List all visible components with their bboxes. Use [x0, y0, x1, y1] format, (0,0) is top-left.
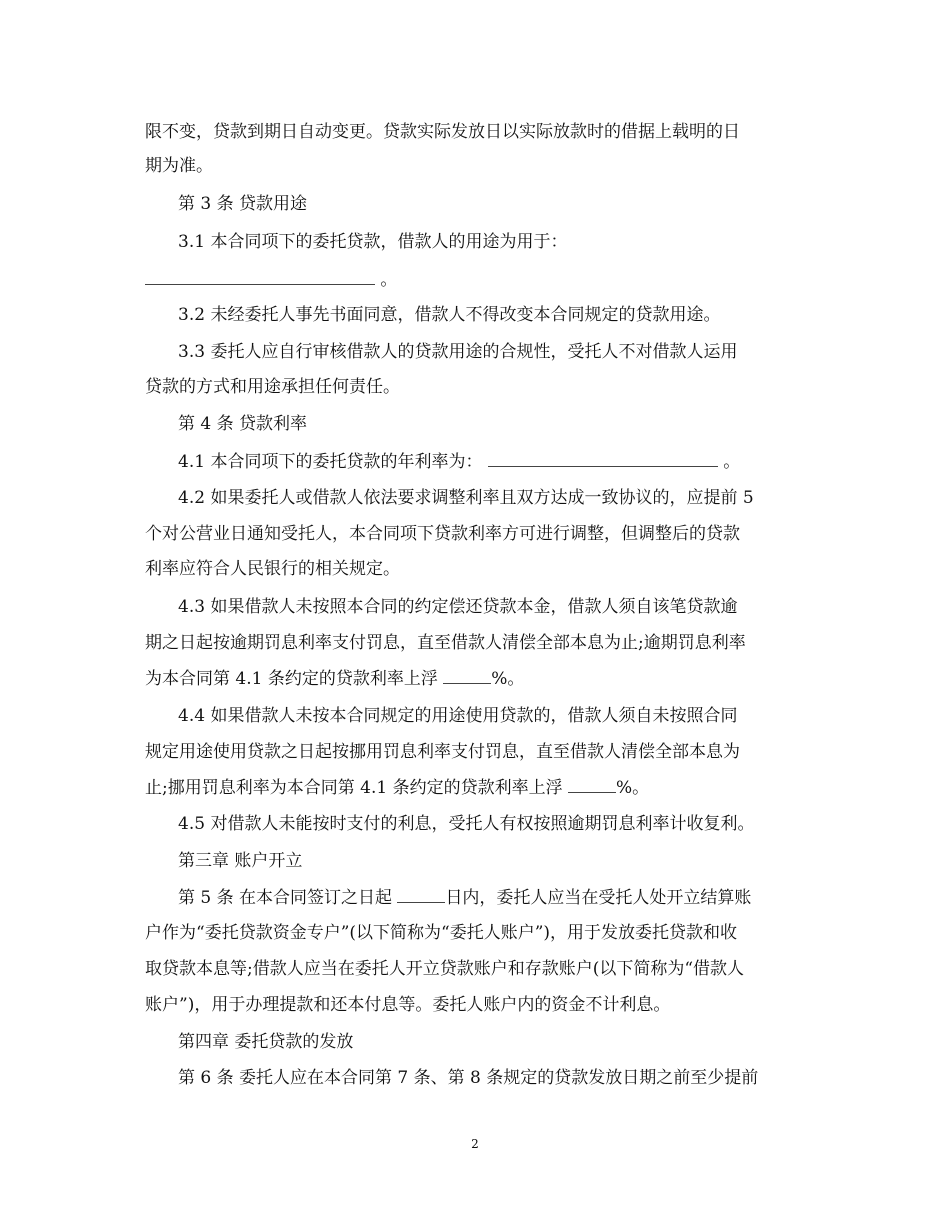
fill-in-blank	[568, 776, 616, 793]
line-end: 。	[380, 270, 398, 290]
text-line: 取贷款本息等;借款人应当在委托人开立贷款账户和存款账户(以下简称为“借款人	[145, 959, 745, 979]
text-segment: %。	[491, 669, 525, 689]
text-line: 4.3 如果借款人未按照本合同的约定偿还贷款本金，借款人须自该笔贷款逾	[178, 597, 738, 617]
text-line: 期之日起按逾期罚息利率支付罚息，直至借款人清偿全部本息为止;逾期罚息利率	[145, 633, 746, 653]
chapter-heading: 第四章 委托贷款的发放	[178, 1032, 354, 1052]
text-line: 限不变，贷款到期日自动变更。贷款实际发放日以实际放款时的借据上载明的日	[145, 122, 740, 142]
fill-in-blank	[397, 886, 445, 903]
text-line: 4.4 如果借款人未按本合同规定的用途使用贷款的，借款人须自未按照合同	[178, 706, 738, 726]
text-segment: 止;挪用罚息利率为本合同第 4.1 条约定的贷款利率上浮	[145, 778, 568, 798]
text-line: 规定用途使用贷款之日起按挪用罚息利率支付罚息，直至借款人清偿全部本息为	[145, 742, 740, 762]
fill-in-blank	[488, 450, 718, 467]
text-segment: 日内，委托人应当在受托人处开立结算账	[445, 888, 752, 908]
text-line: 3.3 委托人应自行审核借款人的贷款用途的合规性，受托人不对借款人运用	[178, 342, 738, 362]
fill-in-blank	[443, 667, 491, 684]
text-line: 3.1 本合同项下的委托贷款，借款人的用途为用于：	[178, 232, 568, 252]
text-line: 期为准。	[145, 156, 213, 176]
article-heading: 第 4 条 贷款利率	[178, 414, 308, 434]
text-line	[178, 450, 740, 473]
text-line	[178, 886, 751, 909]
text-line: 4.2 如果委托人或借款人依法要求调整利率且双方达成一致协议的，应提前 5	[178, 488, 754, 508]
text-line: 个对公营业日通知受托人，本合同项下贷款利率方可进行调整，但调整后的贷款	[145, 524, 740, 544]
chapter-heading: 第三章 账户开立	[178, 851, 303, 871]
text-line: 户作为“委托贷款资金专户”(以下简称为“委托人账户”)，用于发放委托贷款和收	[145, 923, 738, 943]
article-heading: 第 3 条 贷款用途	[178, 194, 308, 214]
text-line	[145, 776, 649, 799]
text-line	[145, 667, 524, 690]
text-segment: %。	[615, 778, 650, 798]
text-segment: 4.1 本合同项下的委托贷款的年利率为：	[178, 452, 483, 472]
text-line: 贷款的方式和用途承担任何责任。	[145, 377, 400, 397]
text-line: 第 6 条 委托人应在本合同第 7 条、第 8 条规定的贷款发放日期之前至少提前	[178, 1068, 759, 1088]
text-line: 利率应符合人民银行的相关规定。	[145, 559, 400, 579]
page-number: 2	[471, 1137, 479, 1151]
fill-in-blank	[145, 268, 375, 285]
text-line	[145, 268, 397, 291]
line-end: 。	[723, 452, 741, 472]
text-segment: 为本合同第 4.1 条约定的贷款利率上浮	[145, 669, 444, 689]
text-line: 账户”)，用于办理提款和还本付息等。委托人账户内的资金不计利息。	[145, 995, 671, 1015]
text-line: 4.5 对借款人未能按时支付的利息，受托人有权按照逾期罚息利率计收复利。	[178, 814, 755, 834]
text-segment: 第 5 条 在本合同签订之日起	[178, 888, 398, 908]
text-line: 3.2 未经委托人事先书面同意，借款人不得改变本合同规定的贷款用途。	[178, 305, 721, 325]
